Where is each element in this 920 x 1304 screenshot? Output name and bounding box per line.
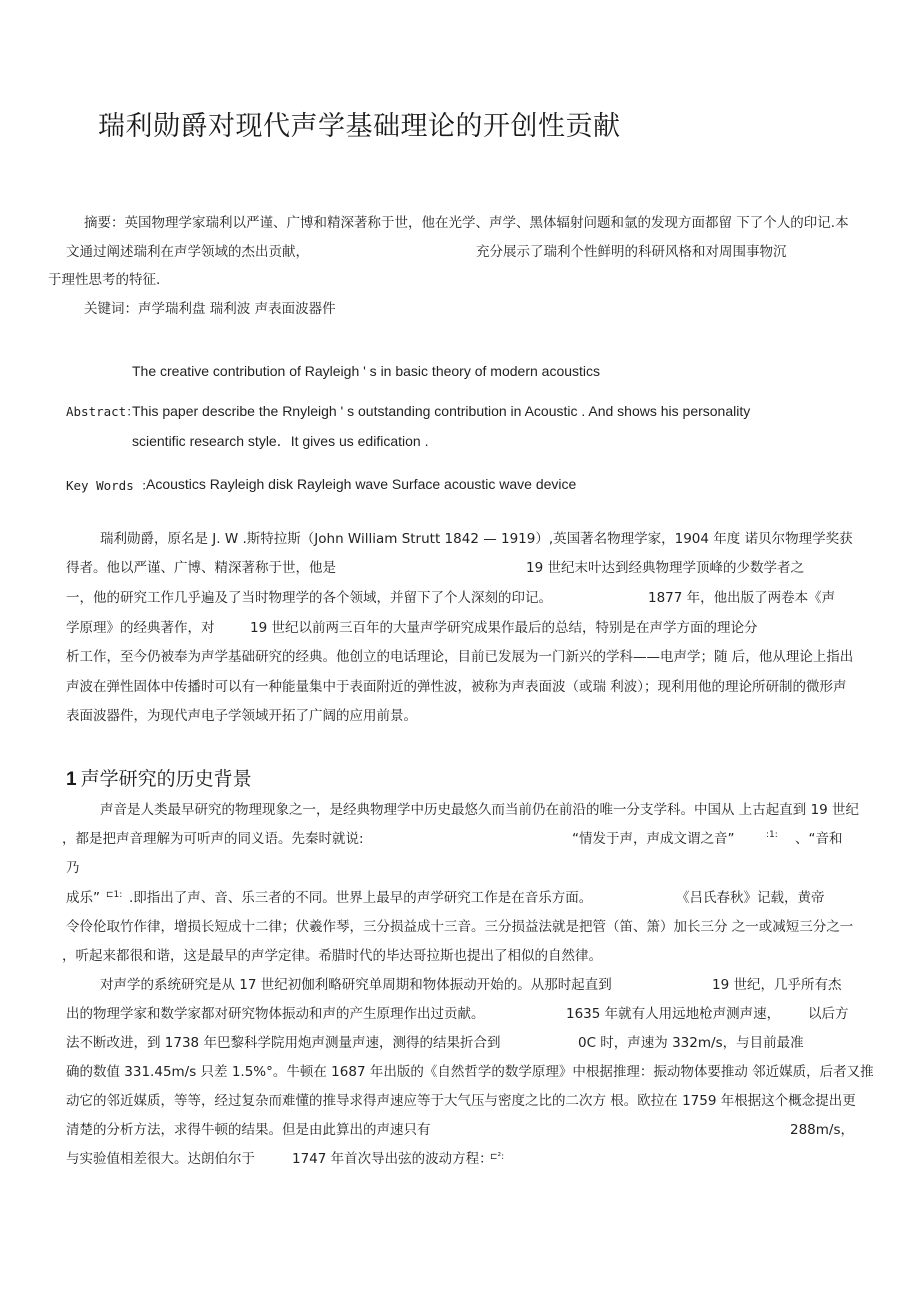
s1-line-12b: 288m/s， (790, 1122, 854, 1138)
s1-line-3: 乃 (66, 860, 80, 876)
english-keywords-label: Key Words ： (66, 478, 154, 493)
abstract-cn-line-3: 于理性思考的特征. (48, 272, 161, 288)
intro-line-5: 析工作，至今仍被奉为声学基础研究的经典。他创立的电话理论，目前已发展为一门新兴的学科——电声学；随 后，他从理论上指出 (66, 649, 854, 665)
intro-line-7: 表面波器件，为现代声电子学领域开拓了广阔的应用前景。 (66, 708, 417, 724)
s1-line-2a: ，都是把声音理解为可听声的同义语。先秦时就说: (62, 831, 364, 847)
intro-line-3a: 一，他的研究工作几乎遍及了当时物理学的各个领域，并留下了个人深刻的印记。 (66, 590, 552, 606)
s1-line-4a: 成乐” (66, 890, 100, 906)
intro-line-2b: 19 世纪末叶达到经典物理学顶峰的少数学者之 (526, 560, 804, 576)
s1-line-10: 确的数值 331.45m/s 只差 1.5%°。牛顿在 1687 年出版的《自然哲学的数学原理》中根据推理：振动物体要推动 邻近媒质，后者又推 (66, 1064, 874, 1080)
english-keywords: Acoustics Rayleigh disk Rayleigh wave Surface acoustic wave device (146, 476, 577, 492)
s1-citation-3: ⊏²: (490, 1152, 505, 1162)
s1-line-5: 令伶伦取竹作律，增损长短成十二律；伏羲作琴，三分损益成十三音。三分损益法就是把管（笛、箫）加长三分 之一或减短三分之一 (66, 919, 854, 935)
s1-line-9a: 法不断改进，到 1738 年巴黎科学院用炮声测量声速，测得的结果折合到 (66, 1035, 501, 1051)
intro-line-2a: 得者。他以严谨、广博、精深著称于世，他是 (66, 560, 336, 576)
english-abstract-line-2: scientific research style．It gives us edification . (132, 433, 429, 449)
s1-line-1: 声音是人类最早研究的物理现象之一，是经典物理学中历史最悠久而当前仍在前沿的唯一分支学科。中国从 上古起直到 19 世纪 (100, 802, 860, 818)
s1-line-12a: 清楚的分析方法，求得牛顿的结果。但是由此算出的声速只有 (66, 1122, 431, 1138)
s1-line-13a: 与实验值相差很大。达朗伯尔于 (66, 1151, 255, 1167)
keywords-cn: 关键词：声学瑞利盘 瑞利波 声表面波器件 (84, 301, 336, 317)
section-1-heading (66, 764, 252, 791)
english-abstract-label: Abstract： (66, 404, 139, 419)
section-1-number: 1 (66, 769, 77, 790)
intro-line-3b: 1877 年，他出版了两卷本《声 (648, 590, 836, 606)
english-title: The creative contribution of Rayleigh ' s in basic theory of modern acoustics (132, 363, 601, 379)
s1-line-7a: 对声学的系统研究是从 17 世纪初伽利略研究单周期和物体振动开始的。从那时起直到 (100, 977, 612, 993)
intro-line-4a: 学原理》的经典著作，对 (66, 620, 215, 636)
s1-line-8c: 以后方 (808, 1006, 849, 1022)
s1-citation-2: ⊏1: (106, 890, 123, 900)
s1-line-7b: 19 世纪，几乎所有杰 (712, 977, 842, 993)
intro-line-6: 声波在弹性固体中传播时可以有一种能量集中于表面附近的弹性波，被称为声表面波（或瑞 利波）；现利用他的理论所研制的微形声 (66, 679, 847, 695)
s1-line-13b: 1747 年首次导出弦的波动方程： (292, 1151, 493, 1167)
intro-line-1: 瑞利勋爵，原名是 J. W .斯特拉斯（John William Strutt 1842 — 1919）,英国著名物理学家，1904 年度 诺贝尔物理学奖获 (100, 531, 853, 547)
s1-line-11: 动它的邻近媒质，等等，经过复杂而难懂的推导求得声速应等于大气压与密度之比的二次方 根。欧拉在 1759 年根据这个概念提出更 (66, 1093, 856, 1109)
section-1-title: 声学研究的历史背景 (80, 768, 252, 790)
s1-line-8a: 出的物理学家和数学家都对研究物体振动和声的产生原理作出过贡献。 (66, 1006, 485, 1022)
s1-line-2d: 、“音和 (795, 831, 843, 847)
intro-line-4b: 19 世纪以前两三百年的大量声学研究成果作最后的总结，特别是在声学方面的理论分 (250, 620, 758, 636)
english-abstract-line-1: This paper describe the Rnyleigh ' s outstanding contribution in Acoustic . And shows his personality (132, 403, 751, 419)
paper-title: 瑞利勋爵对现代声学基础理论的开创性贡献 (98, 111, 621, 142)
s1-line-4b: .即指出了声、音、乐三者的不同。世界上最早的声学研究工作是在音乐方面。 (129, 890, 593, 906)
abstract-cn-line-2a: 文通过阐述瑞利在声学领域的杰出贡献， (66, 244, 309, 260)
s1-line-6: ，听起来都很和谐，这是最早的声学定律。希腊时代的毕达哥拉斯也提出了相似的自然律。 (62, 948, 602, 964)
abstract-cn-line-1: 摘要：英国物理学家瑞利以严谨、广博和精深著称于世，他在光学、声学、黑体辐射问题和氩的发现方面都留 下了个人的印记.本 (84, 215, 849, 231)
s1-line-8b: 1635 年就有人用远地枪声测声速， (566, 1006, 781, 1022)
s1-line-2b: “情发于声，声成文谓之音” (572, 831, 735, 847)
s1-line-9b: 0C 时，声速为 332m/s，与目前最准 (578, 1035, 804, 1051)
s1-citation-1: :1: (766, 830, 778, 840)
s1-line-4c: 《吕氏春秋》记载，黄帝 (676, 890, 825, 906)
abstract-cn-line-2b: 充分展示了瑞利个性鲜明的科研风格和对周围事物沉 (476, 244, 787, 260)
